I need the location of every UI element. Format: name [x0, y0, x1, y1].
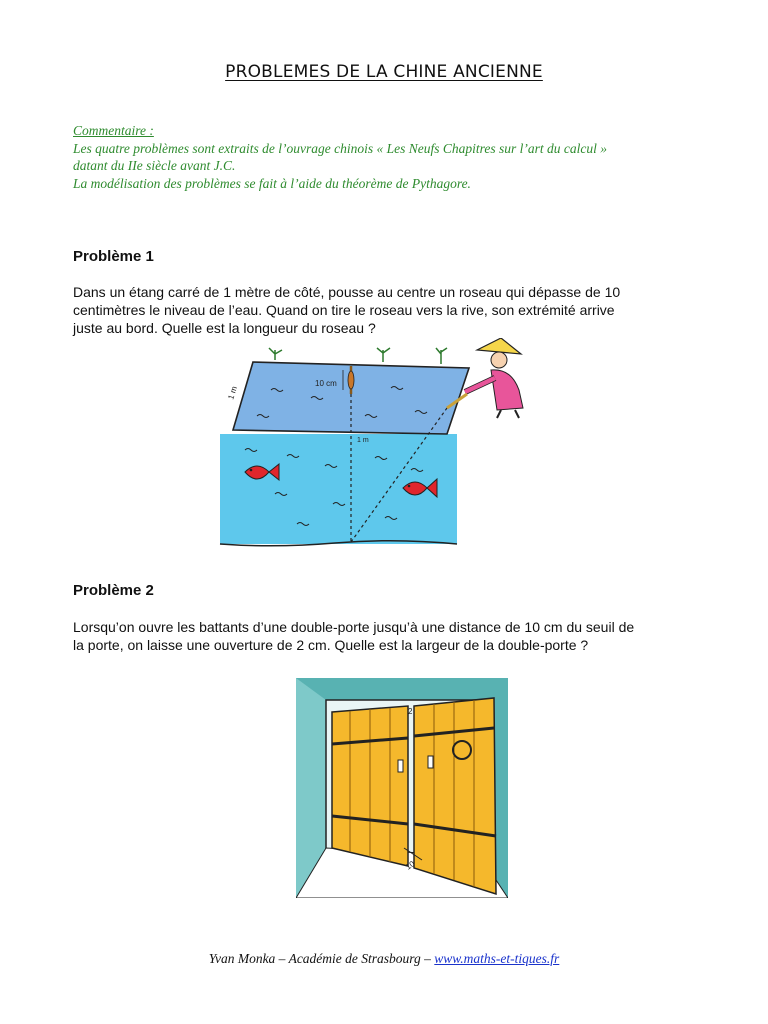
commentary-line-2: datant du IIe siècle avant J.C.: [73, 158, 236, 173]
plant-icon: [269, 348, 447, 364]
side-label: 1 m: [226, 385, 240, 401]
problem-1-heading: Problème 1: [73, 248, 154, 265]
problem-1-line-2: centimètres le niveau de l’eau. Quand on tire le roseau vers la rive, son extrémité arrive: [73, 302, 615, 318]
distance-label: 10: [403, 859, 417, 872]
problem-2-line-2: la porte, on laisse une ouverture de 2 cm. Quelle est la largeur de la double-porte ?: [73, 637, 589, 653]
problem-2-text: [73, 618, 713, 654]
problem-2-line-1: Lorsqu’on ouvre les battants d’une double-porte jusqu’à une distance de 10 cm du seuil de: [73, 619, 635, 635]
footer-website-link[interactable]: www.maths-et-tiques.fr: [434, 951, 560, 966]
footer-author: Yvan Monka – Académie de Strasbourg –: [208, 951, 435, 966]
commentary-line-1: Les quatre problèmes sont extraits de l’ouvrage chinois « Les Neufs Chapitres sur l’art du calcul »: [73, 140, 607, 156]
commentary-block: [73, 122, 713, 192]
problem-1-line-3: juste au bord. Quelle est la longueur du roseau ?: [73, 320, 376, 336]
reed: [348, 371, 354, 389]
door-handle-icon: [398, 760, 403, 772]
problem-1-text: [73, 283, 713, 337]
footer: [0, 951, 768, 967]
page-title: PROBLEMES DE LA CHINE ANCIENNE: [225, 62, 543, 82]
commentary-label: Commentaire :: [73, 123, 154, 138]
pond-reed-illustration: [215, 338, 555, 552]
door-right-leaf: [414, 698, 496, 894]
commentary-line-3: La modélisation des problèmes se fait à l’aide du théorème de Pythagore.: [73, 175, 471, 191]
gap-label: 2: [408, 707, 413, 716]
half-label: 1 m: [357, 437, 369, 444]
problem-1-line-1: Dans un étang carré de 1 mètre de côté, pousse au centre un roseau qui dépasse de 10: [73, 284, 621, 300]
double-door-illustration: [296, 678, 508, 898]
problem-2-heading: Problème 2: [73, 582, 154, 599]
reed-label: 10 cm: [315, 379, 337, 388]
